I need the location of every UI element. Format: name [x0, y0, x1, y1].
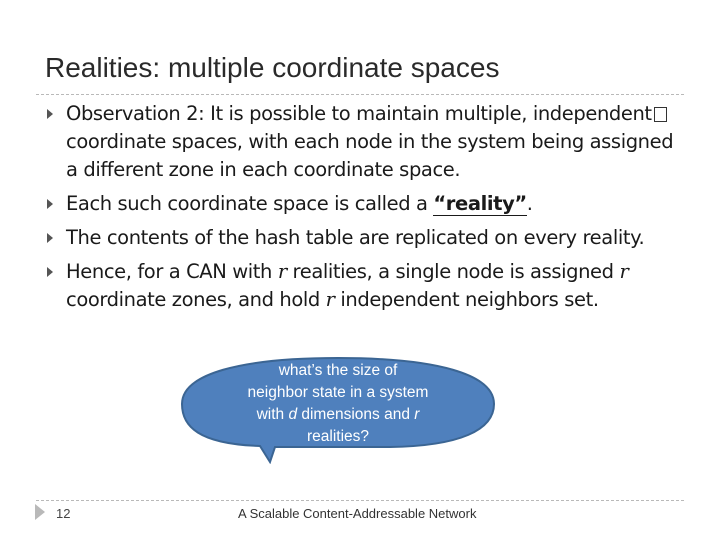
title-divider [36, 94, 684, 95]
reality-term: “reality” [433, 192, 527, 215]
slide-title: Realities: multiple coordinate spaces [45, 52, 500, 83]
variable-d: d [288, 406, 298, 423]
footer-title: A Scalable Content-Addressable Network [238, 506, 477, 521]
bullet-text: Observation 2: It is possible to maintain multiple, independent [66, 102, 652, 125]
footer-arrow-icon [35, 504, 45, 520]
bullet-text: independent neighbors set. [334, 288, 599, 311]
callout-line [224, 404, 452, 426]
page-number: 12 [56, 506, 71, 521]
question-callout [180, 354, 496, 464]
variable-r: r [619, 260, 629, 283]
variable-r: r [277, 260, 287, 283]
variable-r: r [414, 406, 420, 423]
callout-question [224, 360, 452, 448]
callout-line: what’s the size of [278, 362, 398, 379]
bullet-arrow-icon [47, 199, 53, 209]
bullet-text: coordinate zones, and hold [66, 288, 326, 311]
callout-line: neighbor state in a system [247, 384, 429, 401]
footer-divider [36, 500, 684, 501]
bullet-arrow-icon [47, 233, 53, 243]
bullet-text-end: . [526, 192, 533, 215]
callout-text: dimensions and [297, 406, 415, 423]
bullet-arrow-icon [47, 267, 53, 277]
bullet-arrow-icon [47, 109, 53, 119]
bullet-observation [45, 100, 685, 184]
missing-glyph-icon [654, 107, 667, 122]
bullet-text-continued: coordinate spaces, with each node in the system being assigned a different zone in each coordinate space. [66, 130, 674, 181]
callout-line: realities? [306, 428, 370, 445]
bullet-reality-definition [45, 190, 685, 218]
bullet-list [45, 100, 685, 320]
variable-r: r [325, 288, 335, 311]
bullet-replication [45, 224, 685, 252]
bullet-text: realities, a single node is assigned [286, 260, 620, 283]
bullet-text: Each such coordinate space is called a [66, 192, 434, 215]
bullet-text: Hence, for a CAN with [66, 260, 278, 283]
bullet-text: The contents of the hash table are replicated on every reality. [66, 226, 645, 249]
bullet-can-realities [45, 258, 685, 314]
callout-text: with [256, 406, 289, 423]
